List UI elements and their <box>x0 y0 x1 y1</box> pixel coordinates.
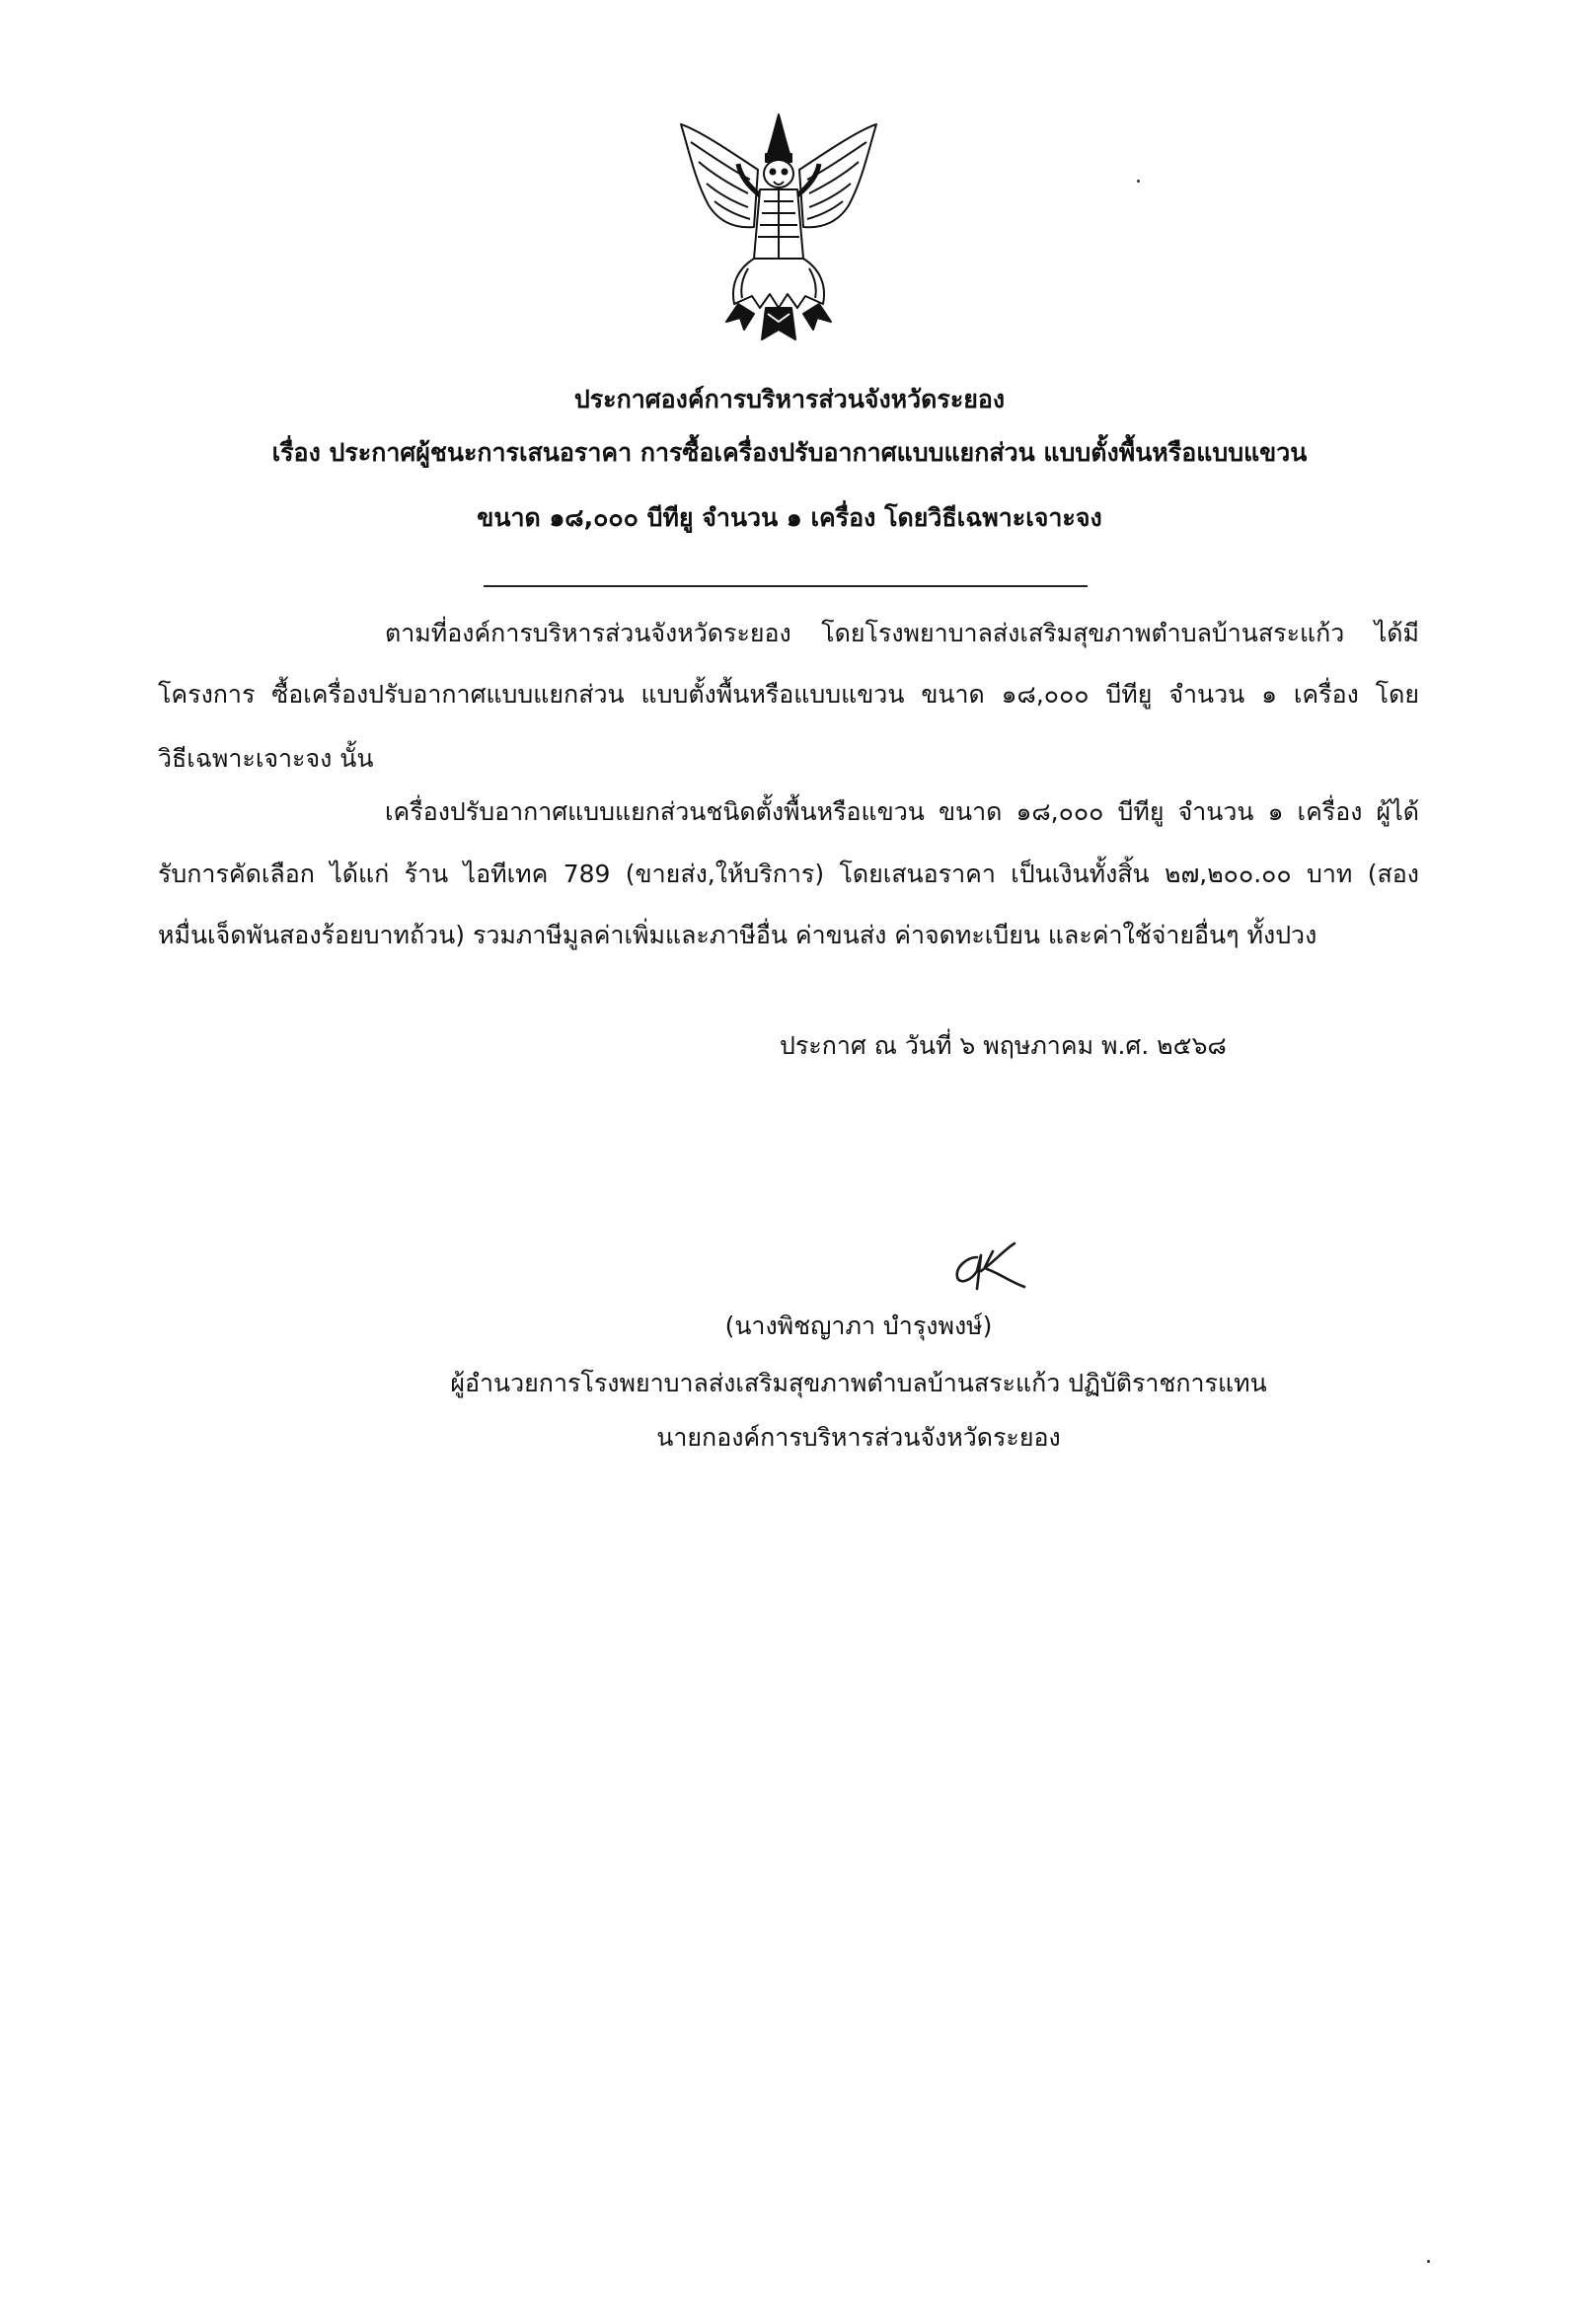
signatory-name: (นางพิชญาภา บำรุงพงษ์) <box>724 1312 993 1340</box>
announcement-subject-line-1: เรื่อง ประกาศผู้ชนะการเสนอราคา การซื้อเครื่องปรับอากาศแบบแยกส่วน แบบตั้งพื้นหรือแบบแขวน <box>271 438 1308 467</box>
paragraph-1-line-3: วิธีเฉพาะเจาะจง นั้น <box>158 744 374 773</box>
paragraph-2-line-3: หมื่นเจ็ดพันสองร้อยบาทถ้วน) รวมภาษีมูลค่าเพิ่มและภาษีอื่น ค่าขนส่ง ค่าจดทะเบียน และค่าใช้จ่ายอื่นๆ ทั้งปวง <box>158 921 1317 949</box>
handwritten-signature <box>947 1237 1030 1293</box>
announcement-date: ประกาศ ณ วันที่ ๖ พฤษภาคม พ.ศ. ๒๕๖๘ <box>780 1031 1227 1060</box>
paragraph-2-line-1: เครื่องปรับอากาศแบบแยกส่วนชนิดตั้งพื้นหรือแขวน ขนาด ๑๘,๐๐๐ บีทียู จำนวน ๑ เครื่อง ผู้ได้ <box>385 797 1419 826</box>
announcement-subject-line-2: ขนาด ๑๘,๐๐๐ บีทียู จำนวน ๑ เครื่อง โดยวิธีเฉพาะเจาะจง <box>477 503 1102 532</box>
paragraph-1-line-2: โครงการ ซื้อเครื่องปรับอากาศแบบแยกส่วน แบบตั้งพื้นหรือแบบแขวน ขนาด ๑๘,๐๐๐ บีทียู จำนวน ๑ เครื่อง โดย <box>158 680 1419 709</box>
scan-speck <box>1137 180 1140 183</box>
scan-speck <box>1427 2260 1430 2263</box>
garuda-emblem-icon <box>669 111 888 347</box>
signatory-position-line-1: ผู้อำนวยการโรงพยาบาลส่งเสริมสุขภาพตำบลบ้านสระแก้ว ปฏิบัติราชการแทน <box>450 1369 1267 1397</box>
paragraph-1-line-1: ตามที่องค์การบริหารส่วนจังหวัดระยอง โดยโรงพยาบาลส่งเสริมสุขภาพตำบลบ้านสระแก้ว ได้มี <box>385 619 1419 647</box>
announcement-title: ประกาศองค์การบริหารส่วนจังหวัดระยอง <box>573 385 1006 413</box>
signatory-position-line-2: นายกองค์การบริหารส่วนจังหวัดระยอง <box>656 1423 1061 1452</box>
heading-divider <box>484 585 1088 587</box>
paragraph-2-line-2: รับการคัดเลือก ได้แก่ ร้าน ไอทีเทค 789 (ขายส่ง,ให้บริการ) โดยเสนอราคา เป็นเงินทั้งสิ้น ๒๗,๒๐๐.๐๐ บาท (สอง <box>158 860 1419 888</box>
